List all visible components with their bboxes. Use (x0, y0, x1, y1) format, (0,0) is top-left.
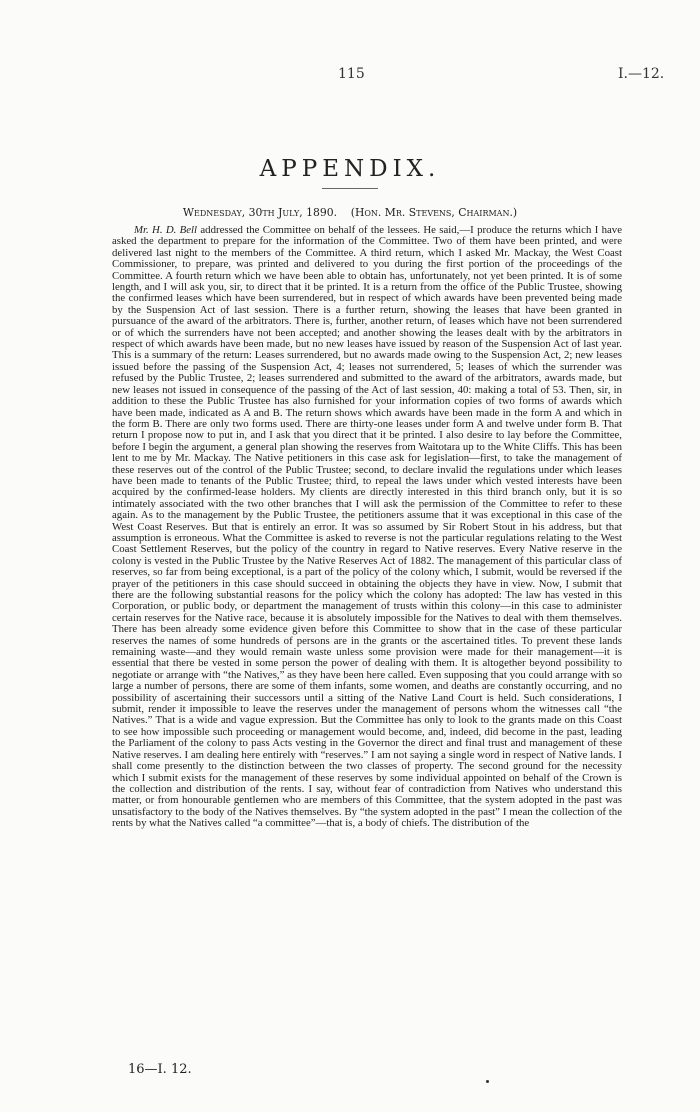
paragraph-text: addressed the Committee on behalf of the lessees. He said,—I produce the returns which I have asked the department to prepare for the information of the Committee. Two of them have been printed, and were delivered last night to the members of the Committee. A third return, which I asked Mr. Mackay, the West Coast Commissioner, to prepare, was printed and delivered to you during the first portion of the proceedings of the Committee. A fourth return which we have been able to obtain has, unfortunately, not yet been printed. It is of some length, and I will ask you, sir, to direct that it be printed. It is a return from the office of the Public Trustee, showing the confirmed leases which have been surrendered, but in respect of which awards have been prevented being made by the Suspension Act of last session. There is a further return, showing the leases that have been granted in pursuance of the award of the arbitrators. There is, further, another return, of leases which have not been surrendered or of which the surrenders have not been accepted; and another showing the leases dealt with by the arbitrators in respect of which awards have been made, but no new leases have issued by reason of the Suspension Act of last year. This is a summary of the return: Leases surrendered, but no awards made owing to the Suspension Act, 2; new leases issued before the passing of the Suspension Act, 4; leases not surrendered, 5; leases of which the surrender was refused by the Public Trustee, 2; leases surrendered and submitted to the award of the arbitrators, awards made, but new leases not issued in consequence of the passing of the Act of last session, 40: making a total of 53. Then, sir, in addition to these the Public Trustee has also furnished for your information copies of two forms of awards which have been made, indicated as A and B. The return shows which awards have been made in the form A and which in the form B. There are only two forms used. There are thirty-one leases under form A and twelve under form B. That return I propose now to put in, and I ask that you direct that it be printed. I also desire to lay before the Committee, before I begin the argument, a general plan showing the reserves from Waitotara up to the White Cliffs. This has been lent to me by Mr. Mackay. The Native petitioners in this case ask for legislation—first, to take the management of these reserves out of the control of the Public Trustee; second, to declare invalid the regulations under which leases have been made to tenants of the Public Trustee; third, to repeal the laws under which vested interests have been acquired by the confirmed-lease holders. My clients are directly interested in this third branch only, but it is so intimately associated with the two other branches that I will ask the permission of the Committee to refer to these again. As to the management by the Public Trustee, the petitioners assume that it was exceptional in this case of the West Coast Reserves. But that is entirely an error. It was so assumed by Sir Robert Stout in his address, but that assumption is erroneous. What the Committee is asked to reverse is not the particular regulations relating to the West Coast Settlement Reserves, but the policy of the country in regard to Native reserves. Every Native reserve in the colony is vested in the Public Trustee by the Native Reserves Act of 1882. The management of this particular class of reserves, so far from being exceptional, is a part of the policy of the colony which, I submit, would be reversed if the prayer of the petitioners in this case should succeed in obtaining the objects they have in view. Now, I submit that there are the following substantial reasons for the policy which the colony has adopted: The law has vested in this Corporation, or public body, or department the management of trusts within this colony—in this case to administer certain reserves for the Native race, because it is absolutely impossible for the Natives to deal with them themselves. There has been already some evidence given before this Committee to show that in the case of these particular reserves the names of some hundreds of persons are in the grants or the ascertained titles. To prevent these lands remaining waste—and they would remain waste unless some provision were made for their management—it is essential that there be vested in some person the power of dealing with them. It is altogether beyond possibility to negotiate or arrange with “the Natives,” as they have been here called. Even supposing that you could arrange with so large a number of persons, there are some of them infants, some women, and deaths are constantly occurring, and no possibility of ascertaining their successors until a sitting of the Native Land Court is held. Such considerations, I submit, render it impossible to leave the reserves under the management of persons whom the witnesses call “the Natives.” That is a wide and vague expression. But the Committee has only to look to the grants made on this Coast to see how impossible such proceeding or management would become, and, indeed, did become in the past, leading the Parliament of the colony to pass Acts vesting in the Governor the direct and final trust and management of these Native reserves. I am dealing here entirely with “reserves.” I am not saying a single word in respect of Native lands. I shall come presently to the distinction between the two classes of property. The second ground for the necessity which I submit exists for the management of these reserves by some individual appointed on behalf of the Crown is the collection and distribution of the rents. I say, without fear of contradiction from Natives who understand this matter, or from honourable gentlemen who are members of this Committee, that the system adopted in the past was unsatisfactory to the body of the Natives themselves. By “the system adopted in the past” I mean the collection of the rents by what the Natives called “a committee”—that is, a body of chiefs. The distribution of the (112, 224, 622, 830)
body-paragraph (112, 225, 622, 830)
signature-mark: 16—I. 12. (128, 1062, 192, 1077)
dateline-date: Wednesday, 30th July, 1890. (182, 206, 337, 219)
title-rule (322, 188, 378, 189)
dateline-spacer (340, 206, 347, 219)
appendix-title: APPENDIX. (259, 156, 441, 182)
page-number: 115 (338, 66, 365, 82)
stray-dot (486, 1080, 489, 1083)
dateline-chair: (Hon. Mr. Stevens, Chairman.) (350, 206, 518, 219)
speaker-name: Mr. H. D. Bell (134, 224, 198, 236)
paper-reference: I.—12. (618, 66, 665, 82)
dateline (0, 206, 700, 219)
body-text (112, 225, 622, 830)
